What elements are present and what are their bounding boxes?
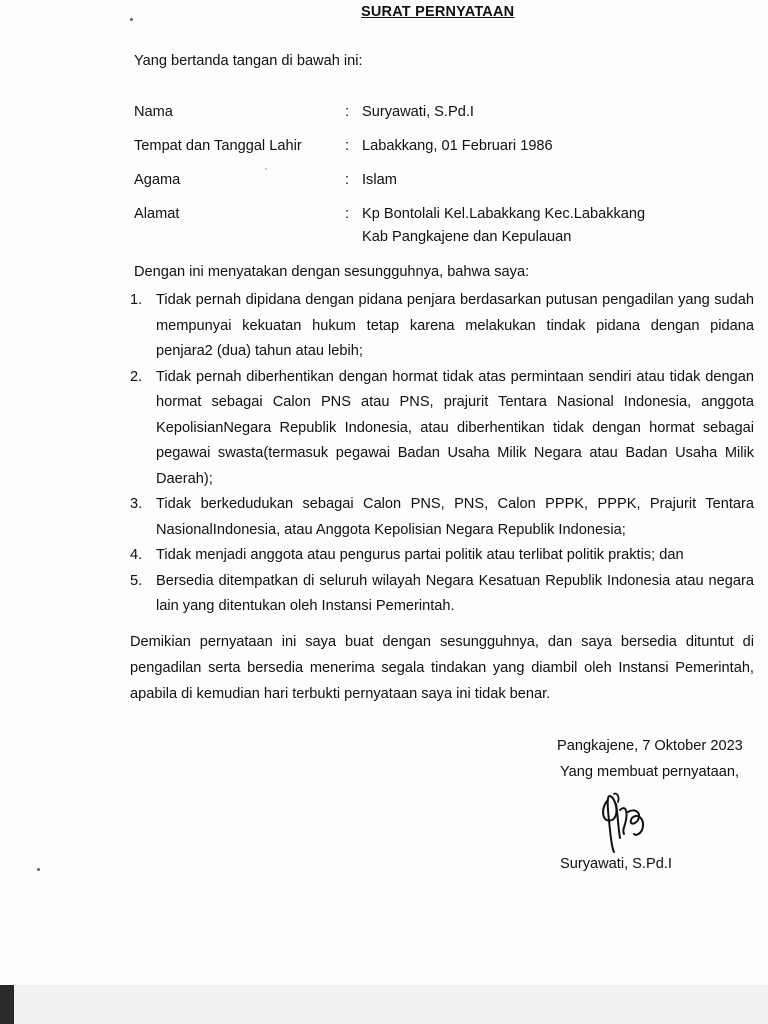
- list-item-number: 3.: [130, 496, 143, 512]
- list-item: [130, 492, 754, 543]
- field-colon: :: [345, 138, 350, 154]
- field-value-nama: Suryawati, S.Pd.I: [362, 104, 474, 120]
- field-value-alamat: Kp Bontolali Kel.Labakkang Kec.Labakkang: [362, 206, 646, 222]
- list-item-number: 1.: [130, 292, 143, 308]
- list-item: [130, 569, 754, 620]
- intro-text: Yang bertanda tangan di bawah ini:: [134, 53, 363, 69]
- list-item-text: Bersedia ditempatkan di seluruh wilayah Negara Kesatuan Republik Indonesia atau negara lain yang ditentukan oleh Instansi Pemerintah.: [156, 572, 754, 614]
- signer-name: Suryawati, S.Pd.I: [560, 856, 672, 872]
- scan-speck: [130, 18, 133, 21]
- field-value-alamat-line2: Kab Pangkajene dan Kepulauan: [362, 229, 572, 245]
- field-colon: :: [345, 206, 350, 222]
- field-label-alamat: Alamat: [134, 206, 180, 222]
- place-date: Pangkajene, 7 Oktober 2023: [557, 738, 743, 754]
- list-item-text: Tidak pernah dipidana dengan pidana penjara berdasarkan putusan pengadilan yang sudah mempunyai kekuatan hukum tetap karena melakukan tindak pidana dengan pidana penjara2 (dua) tahun atau lebih;: [156, 292, 754, 359]
- document-title: SURAT PERNYATAAN: [361, 4, 515, 20]
- list-item-text: Tidak berkedudukan sebagai Calon PNS, PNS, Calon PPPK, PPPK, Prajurit Tentara NasionalIndonesia, atau Anggota Kepolisian Negara Republik Indonesia;: [156, 496, 754, 538]
- signer-role: Yang membuat pernyataan,: [560, 764, 740, 780]
- list-item: [130, 365, 754, 493]
- field-value-birth: Labakkang, 01 Februari 1986: [362, 138, 553, 154]
- field-value-agama: Islam: [362, 172, 397, 188]
- list-item: [130, 543, 754, 569]
- scan-edge-shadow: [0, 985, 14, 1024]
- list-item: [130, 288, 754, 365]
- list-item-number: 4.: [130, 547, 143, 563]
- field-colon: :: [345, 104, 350, 120]
- list-item-number: 2.: [130, 368, 143, 385]
- scan-bottom-band: [0, 985, 768, 1024]
- closing-paragraph: Demikian pernyataan ini saya buat dengan sesungguhnya, dan saya bersedia dituntut di pengadilan serta bersedia menerima segala tindakan yang diambil oleh Instansi Pemerintah, apabila di kemudian hari terbukti pernyataan saya ini tidak benar.: [130, 634, 754, 702]
- field-colon: :: [345, 172, 350, 188]
- field-label-agama: Agama: [134, 172, 181, 188]
- list-item-number: 5.: [130, 572, 143, 589]
- statement-intro: Dengan ini menyatakan dengan sesungguhnya, bahwa saya:: [134, 264, 530, 280]
- statement-list: [130, 288, 754, 620]
- field-label-birth: Tempat dan Tanggal Lahir: [134, 138, 302, 154]
- handwritten-signature: [594, 790, 652, 854]
- list-item-text: Tidak menjadi anggota atau pengurus partai politik atau terlibat politik praktis; dan: [156, 547, 684, 563]
- list-item-text: Tidak pernah diberhentikan dengan hormat tidak atas permintaan sendiri atau tidak dengan hormat sebagai Calon PNS atau PNS, prajurit Tentara Nasional Indonesia, anggota KepolisianNegara Republik Indonesia, atau diberhentikan tidak dengan hormat sebagai pegawai swasta(termasuk pegawai Badan Usaha Milik Negara atau Badan Usaha Milik Daerah);: [156, 368, 754, 487]
- scan-speck: [265, 168, 267, 170]
- field-label-nama: Nama: [134, 104, 173, 120]
- scan-speck: [37, 868, 40, 871]
